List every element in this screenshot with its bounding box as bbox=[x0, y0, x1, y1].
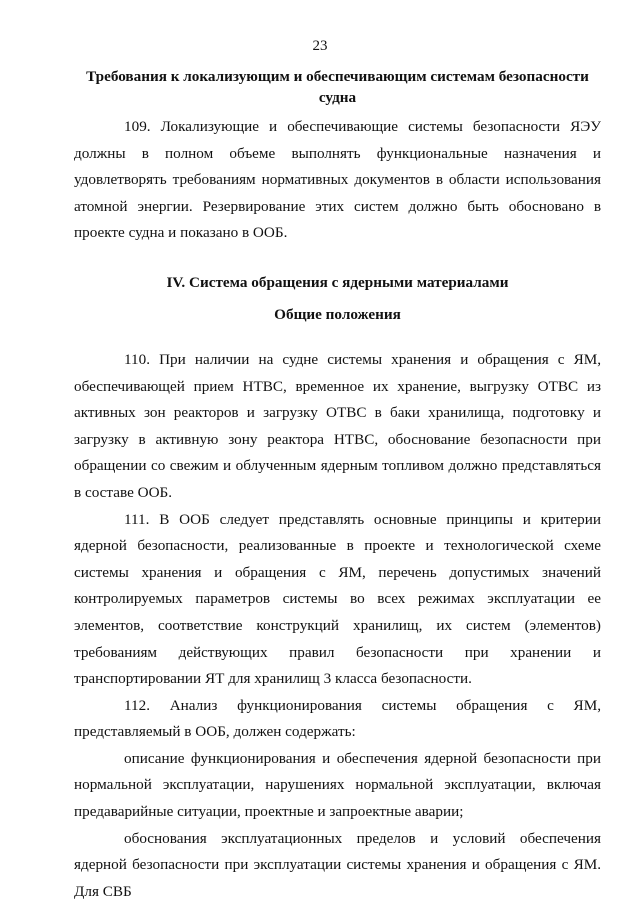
paragraph-109: 109. Локализующие и обеспечивающие системы безопасности ЯЭУ должны в полном объеме выполнять функциональные назначения и удовлетворять требованиям нормативных документов в области использования атомной энергии. Резервирование этих систем должно быть обосновано в проекте судна и показано в ООБ. bbox=[74, 118, 601, 242]
paragraph-112-item-description: описание функционирования и обеспечения ядерной безопасности при нормальной эксплуатации, нарушениях нормальной эксплуатации, включая предаварийные ситуации, проектные и запроектные аварии; bbox=[74, 749, 601, 821]
paragraph-111: 111. В ООБ следует представлять основные принципы и критерии ядерной безопасности, реализованные в проекте и технологической схеме системы хранения и обращения с ЯМ, перечень допустимых значений контролируемых параметров системы во всех режимах эксплуатации ее элементов, соответствие конструкций хранилищ, их систем (элементов) требованиям действующих правил безопасности при хранении и транспортировании ЯТ для хранилищ 3 класса безопасности. bbox=[74, 510, 601, 688]
paragraph-110: 110. При наличии на судне системы хранения и обращения с ЯМ, обеспечивающей прием НТВС, временное их хранение, выгрузку ОТВС из активных зон реакторов и загрузку ОТВС в баки хранилища, подготовку и загрузку в активную зону реактора НТВС, обоснование безопасности при обращении со свежим и облученным ядерным топливом должно представляться в составе ООБ. bbox=[74, 350, 601, 501]
paragraph-112: 112. Анализ функционирования системы обращения с ЯМ, представляемый в ООБ, должен содержать: bbox=[74, 696, 601, 741]
page-content bbox=[74, 66, 601, 905]
page-number: 23 bbox=[312, 38, 328, 54]
chapter-heading-nuclear-materials: IV. Система обращения с ядерными материалами bbox=[166, 273, 509, 291]
section-heading-localizing-systems: Требования к локализующим и обеспечивающим системам безопасности судна bbox=[86, 68, 589, 106]
subheading-general-provisions: Общие положения bbox=[274, 305, 401, 323]
paragraph-112-item-justification: обоснования эксплуатационных пределов и условий обеспечения ядерной безопасности при эксплуатации системы хранения и обращения с ЯМ. Для СВБ bbox=[74, 829, 601, 900]
